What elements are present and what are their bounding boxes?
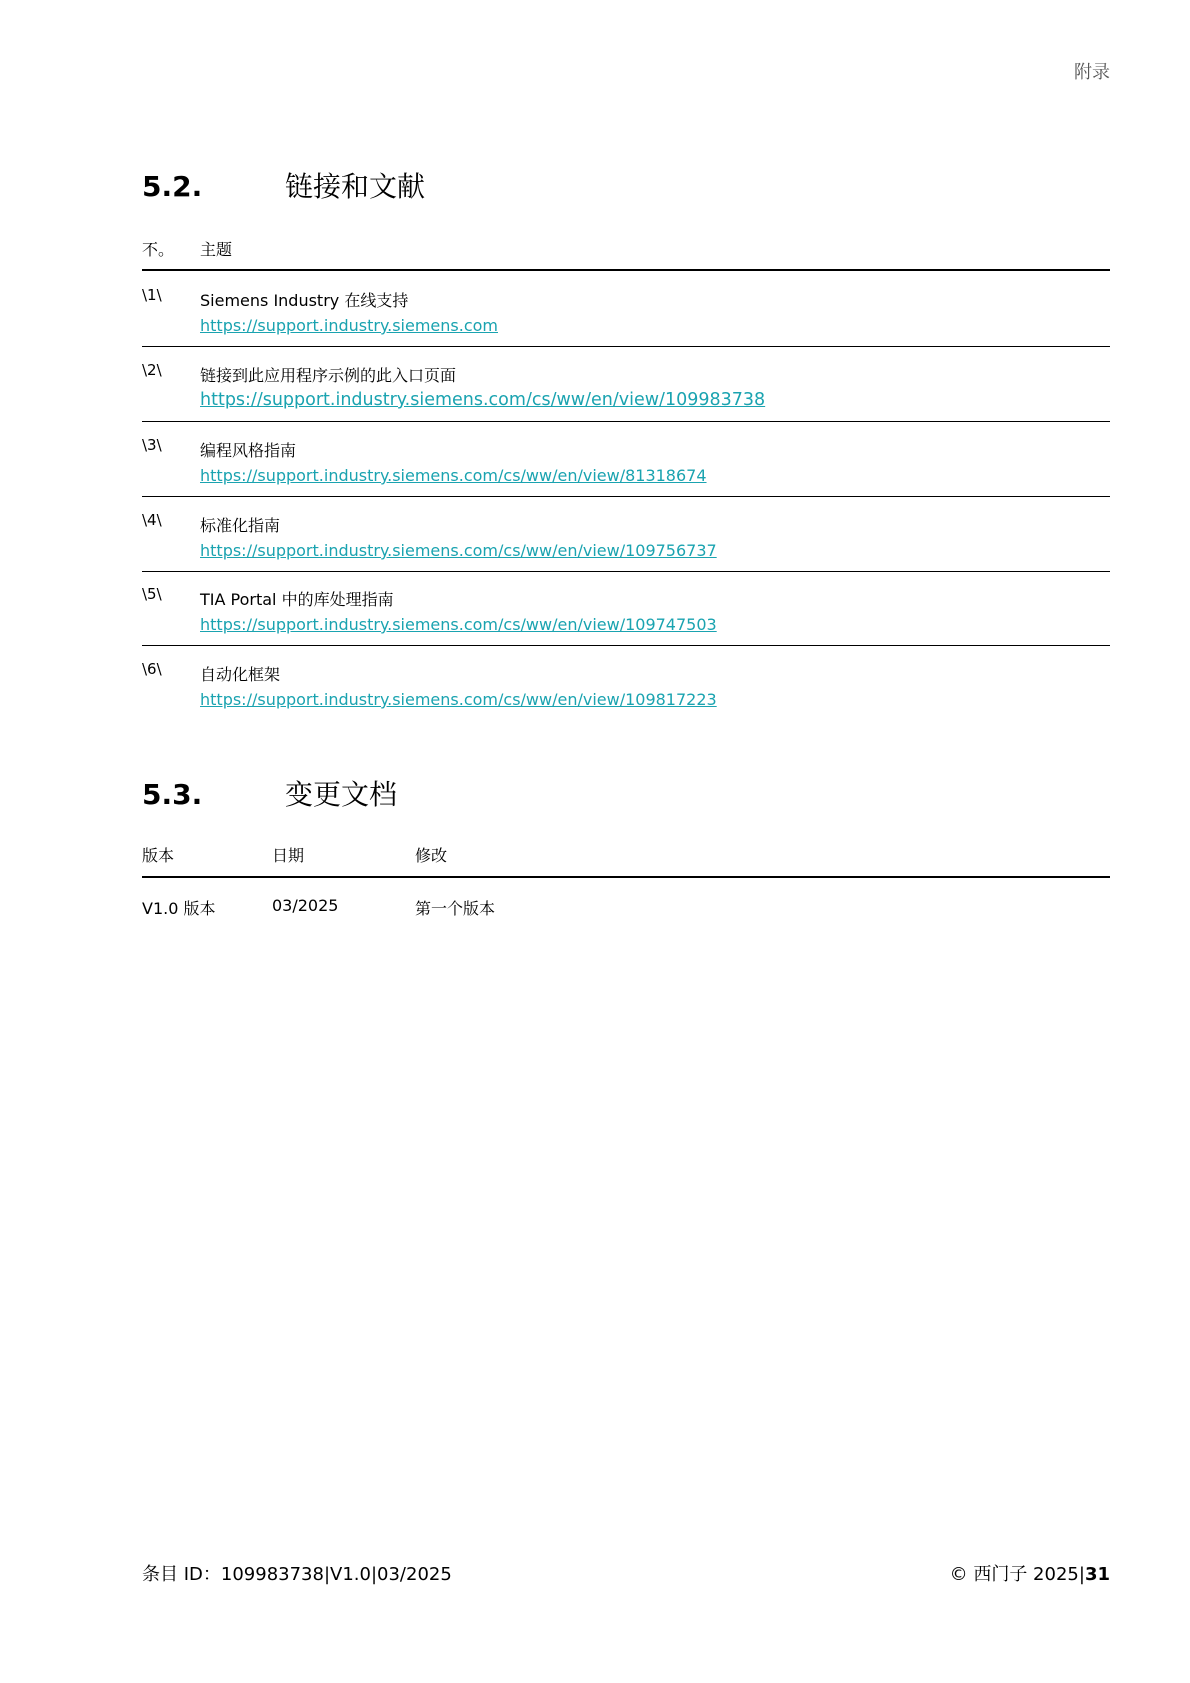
col-version-header: 版本 [142, 846, 175, 865]
footer-copyright [950, 1560, 1110, 1586]
footer-entry-id: 条目 ID：109983738|V1.0|03/2025 [142, 1564, 452, 1585]
reference-link[interactable]: https://support.industry.siemens.com/cs/ww/en/view/109756737 [200, 541, 717, 560]
section-title: 变更文档 [285, 778, 398, 811]
row-divider [142, 421, 1110, 422]
history-date: 03/2025 [272, 896, 339, 915]
col-date-header: 日期 [272, 846, 305, 865]
section-number: 5.2. [142, 170, 203, 203]
row-divider [142, 645, 1110, 646]
section-heading-links [142, 165, 425, 205]
reference-number: \1\ [142, 286, 162, 304]
reference-link[interactable]: https://support.industry.siemens.com [200, 316, 498, 335]
header-rule [142, 876, 1110, 878]
reference-topic: 编程风格指南 [200, 441, 297, 460]
copyright-text: © 西门子 2025| [949, 1564, 1085, 1585]
changes-table-header [142, 843, 1110, 866]
section-heading-changes [142, 773, 397, 813]
history-row [142, 896, 1110, 919]
reference-number: \4\ [142, 511, 162, 529]
history-change: 第一个版本 [415, 899, 496, 918]
reference-topic: 链接到此应用程序示例的此入口页面 [200, 366, 457, 385]
row-divider [142, 346, 1110, 347]
reference-topic: Siemens Industry 在线支持 [200, 291, 409, 310]
history-version: V1.0 版本 [142, 899, 216, 918]
row-divider [142, 571, 1110, 572]
header-section-label: 附录 [1074, 62, 1110, 83]
reference-link[interactable]: https://support.industry.siemens.com/cs/ww/en/view/109747503 [200, 615, 717, 634]
section-title: 链接和文献 [285, 170, 426, 203]
reference-topic: 标准化指南 [200, 516, 281, 535]
section-number: 5.3. [142, 778, 203, 811]
row-divider [142, 496, 1110, 497]
reference-link[interactable]: https://support.industry.siemens.com/cs/ww/en/view/81318674 [200, 466, 707, 485]
reference-number: \5\ [142, 585, 162, 603]
reference-topic: 自动化框架 [200, 665, 281, 684]
reference-link[interactable]: https://support.industry.siemens.com/cs/ww/en/view/109817223 [200, 690, 717, 709]
page-number: 31 [1084, 1564, 1110, 1585]
reference-topic: TIA Portal 中的库处理指南 [200, 590, 394, 609]
reference-number: \3\ [142, 436, 162, 454]
col-change-header: 修改 [415, 846, 448, 865]
col-no-header: 不。 [142, 240, 175, 259]
links-table-header [142, 237, 1110, 260]
col-topic-header: 主题 [200, 240, 233, 259]
reference-link[interactable]: https://support.industry.siemens.com/cs/ww/en/view/109983738 [200, 390, 766, 410]
header-rule [142, 269, 1110, 271]
reference-number: \2\ [142, 361, 162, 379]
reference-number: \6\ [142, 660, 162, 678]
